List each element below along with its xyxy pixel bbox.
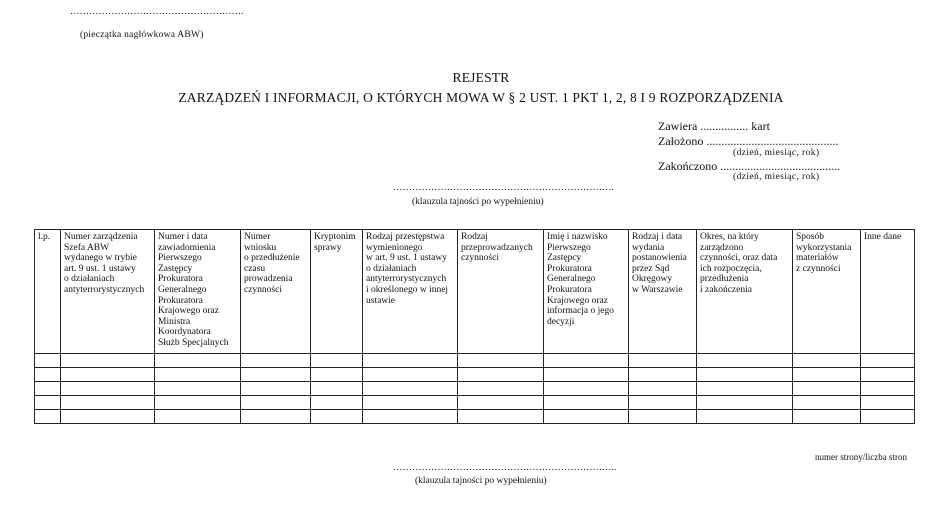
table-cell <box>629 410 697 424</box>
table-cell <box>458 382 544 396</box>
table-cell <box>458 410 544 424</box>
column-header-lp: l.p. <box>35 230 61 354</box>
end-date-hint: (dzień, miesiąc, rok) <box>733 172 820 182</box>
table-cell <box>697 354 793 368</box>
table-cell <box>363 396 458 410</box>
table-cell <box>35 382 61 396</box>
table-cell <box>861 382 915 396</box>
classification-caption-top: (klauzula tajności po wypełnieniu) <box>412 197 544 207</box>
table-cell <box>861 354 915 368</box>
table-cell <box>544 368 629 382</box>
column-header-period: Okres, na który zarządzono czynności, oraz data ich rozpoczęcia, przedłużenia i zakończenia <box>697 230 793 354</box>
table-cell <box>458 368 544 382</box>
register-table <box>34 229 915 424</box>
table-cell <box>793 368 861 382</box>
column-header-notification: Numer i data zawiadomienia Pierwszego Zastępcy Prokuratora Generalnego Prokuratora Krajowego oraz Ministra Koordynatora Służb Specjalnych <box>155 230 241 354</box>
classification-line-top: ……………………………………………………………. <box>393 183 614 193</box>
end-date-field: Zakończono ........................................ <box>658 159 841 173</box>
table-cell <box>35 368 61 382</box>
table-cell <box>61 382 155 396</box>
table-cell <box>61 368 155 382</box>
column-header-prosecutor-decision: Imię i nazwisko Pierwszego Zastępcy Prokuratora Generalnego Prokuratora Krajowego oraz informacja o jego decyzji <box>544 230 629 354</box>
column-header-codename: Kryptonim sprawy <box>311 230 363 354</box>
table-cell <box>363 368 458 382</box>
table-cell <box>363 354 458 368</box>
register-subtitle: ZARZĄDZEŃ I INFORMACJI, O KTÓRYCH MOWA W § 2 UST. 1 PKT 1, 2, 8 I 9 ROZPORZĄDZENIA <box>178 90 784 105</box>
table-cell <box>793 410 861 424</box>
start-date-hint: (dzień, miesiąc, rok) <box>733 148 820 158</box>
sheet-count-field: Zawiera ................ kart <box>658 119 770 133</box>
stamp-caption: (pieczątka nagłówkowa ABW) <box>80 30 204 40</box>
table-cell <box>241 410 311 424</box>
table-row <box>35 396 915 410</box>
table-cell <box>793 396 861 410</box>
table-cell <box>311 396 363 410</box>
column-header-activity-type: Rodzaj przeprowadzanych czynności <box>458 230 544 354</box>
table-cell <box>311 382 363 396</box>
table-cell <box>458 354 544 368</box>
table-cell <box>311 354 363 368</box>
table-cell <box>629 382 697 396</box>
table-cell <box>544 382 629 396</box>
table-cell <box>363 410 458 424</box>
table-cell <box>629 354 697 368</box>
table-row <box>35 382 915 396</box>
table-cell <box>61 410 155 424</box>
start-date-field: Założono ............................................ <box>658 134 839 148</box>
table-cell <box>697 396 793 410</box>
table-cell <box>629 368 697 382</box>
table-row <box>35 368 915 382</box>
table-cell <box>155 354 241 368</box>
table-cell <box>61 396 155 410</box>
table-cell <box>241 368 311 382</box>
table-row <box>35 410 915 424</box>
page-number-label: numer strony/liczba stron <box>815 452 907 462</box>
table-cell <box>544 396 629 410</box>
table-cell <box>629 396 697 410</box>
table-header-row <box>35 230 915 354</box>
table-cell <box>544 354 629 368</box>
column-header-order-number: Numer zarządzenia Szefa ABW wydanego w trybie art. 9 ust. 1 ustawy o działaniach antyterrorystycznych <box>61 230 155 354</box>
classification-line-bottom: …………………………………………………………….. <box>393 463 617 473</box>
table-cell <box>241 354 311 368</box>
table-cell <box>544 410 629 424</box>
stamp-signature-line: ………………………………………………. <box>70 7 244 17</box>
column-header-other-data: Inne dane <box>861 230 915 354</box>
table-cell <box>241 382 311 396</box>
column-header-offence-type: Rodzaj przestępstwa wymienionego w art. 9 ust. 1 ustawy o działaniach antyterrorystycznych i określonego w innej ustawie <box>363 230 458 354</box>
table-cell <box>61 354 155 368</box>
register-table-body <box>35 354 915 424</box>
table-cell <box>311 368 363 382</box>
table-row <box>35 354 915 368</box>
table-cell <box>35 354 61 368</box>
table-cell <box>311 410 363 424</box>
table-cell <box>861 396 915 410</box>
table-cell <box>35 396 61 410</box>
table-cell <box>458 396 544 410</box>
table-cell <box>697 410 793 424</box>
table-cell <box>861 410 915 424</box>
table-cell <box>155 368 241 382</box>
classification-caption-bottom: (klauzula tajności po wypełnieniu) <box>415 476 547 486</box>
table-cell <box>793 382 861 396</box>
table-cell <box>155 410 241 424</box>
table-cell <box>861 368 915 382</box>
table-cell <box>35 410 61 424</box>
table-cell <box>793 354 861 368</box>
table-cell <box>697 382 793 396</box>
column-header-extension-request: Numer wniosku o przedłużenie czasu prowadzenia czynności <box>241 230 311 354</box>
table-cell <box>155 382 241 396</box>
table-cell <box>363 382 458 396</box>
table-cell <box>241 396 311 410</box>
table-cell <box>155 396 241 410</box>
table-cell <box>697 368 793 382</box>
register-title: REJESTR <box>452 70 510 85</box>
column-header-material-use: Sposób wykorzystania materiałów z czynności <box>793 230 861 354</box>
column-header-court-ruling: Rodzaj i data wydania postanowienia przez Sąd Okręgowy w Warszawie <box>629 230 697 354</box>
